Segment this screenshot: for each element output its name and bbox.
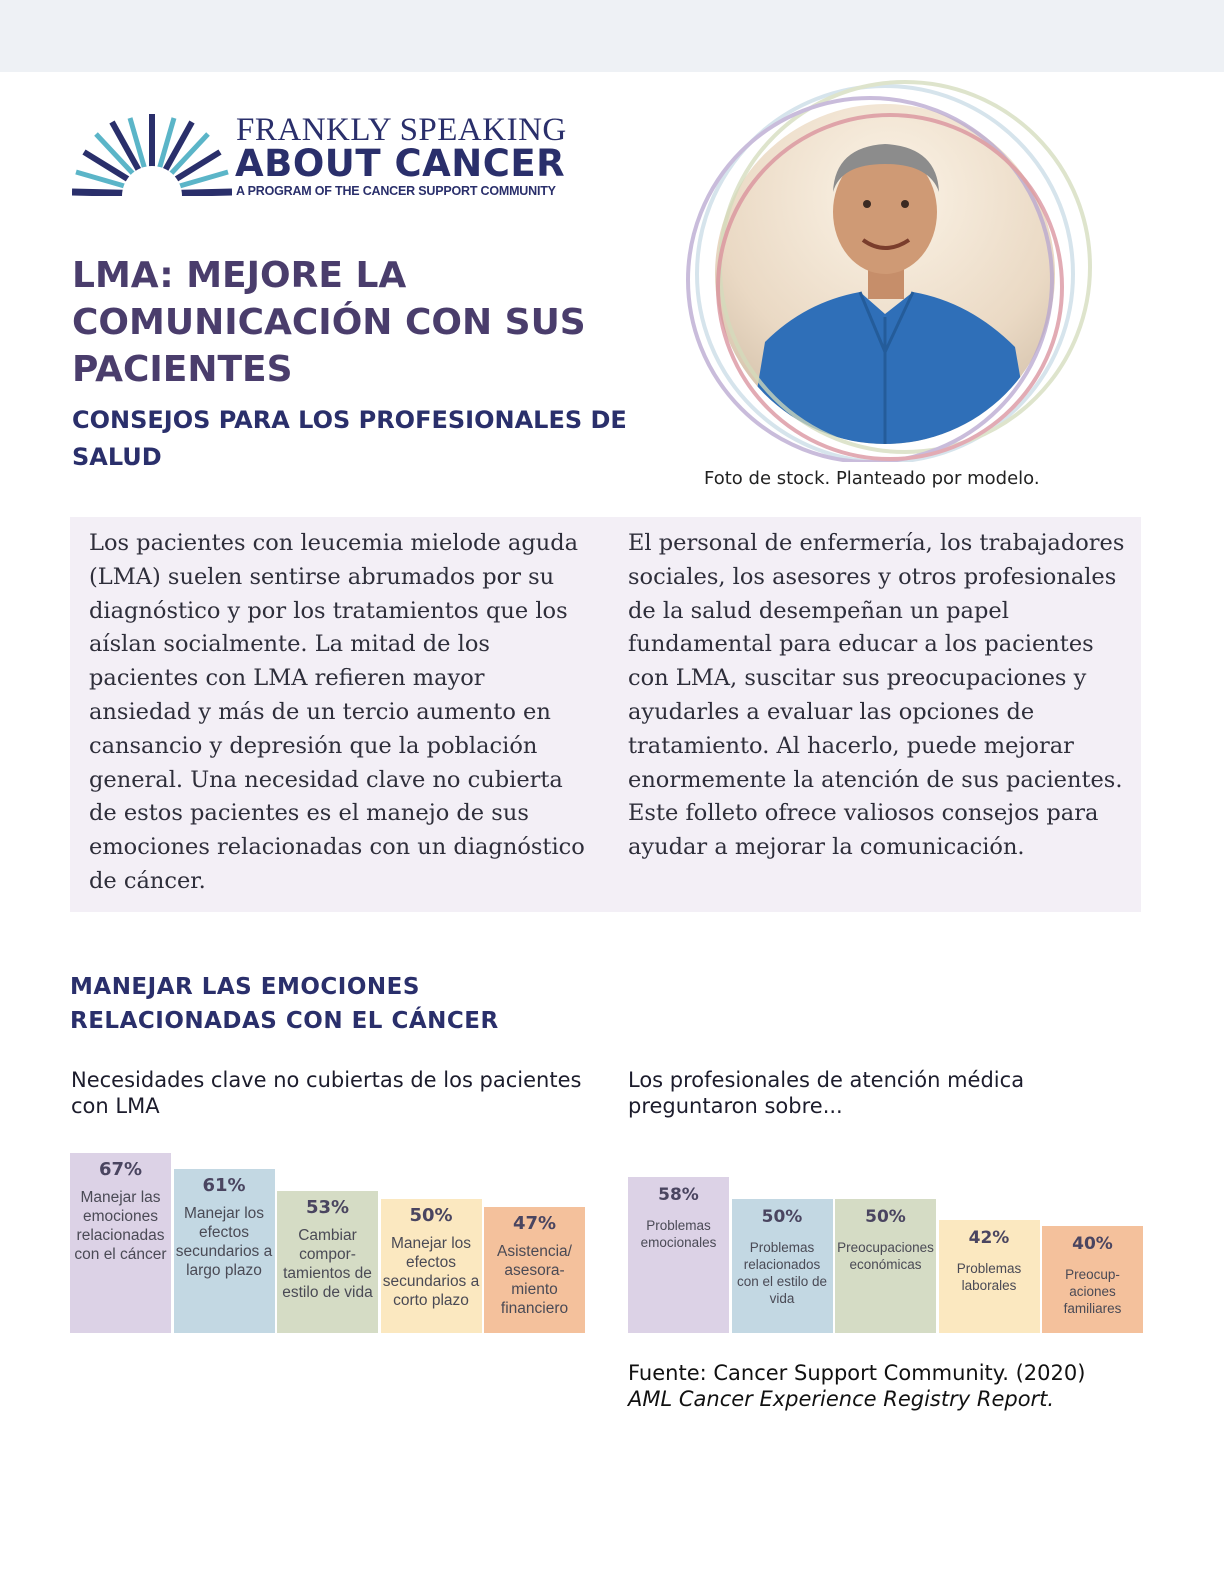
- bar-category-label: Problemas laborales: [956, 1261, 1022, 1293]
- source-line-2: AML Cancer Experience Registry Report.: [628, 1387, 1055, 1411]
- sunburst-icon: [72, 112, 232, 196]
- intro-box: [70, 517, 1141, 912]
- chart-bar: [835, 1199, 936, 1333]
- bar-value-label: 42%: [968, 1228, 1010, 1248]
- program-logo: [72, 112, 592, 202]
- bar-value-label: 61%: [202, 1175, 246, 1196]
- intro-column-1: Los pacientes con leucemia mielode aguda (LMA) suelen sentirse abrumados por su diagnóstico y por los tratamientos que los aíslan socialmente. La mitad de los pacientes con LMA refieren mayor ansiedad y más de un tercio aumento en cansancio y depresión que la población general. Una necesidad clave no cubierta de estos pacientes es el manejo de sus emociones relacionadas con un diagnóstico de cáncer.: [89, 530, 585, 894]
- bar-category-label: Problemas relacionados con el estilo de vida: [736, 1240, 828, 1306]
- bar-value-label: 40%: [1072, 1234, 1113, 1254]
- chart-bar: [1042, 1226, 1143, 1333]
- logo-line-1: FRANKLY SPEAKING: [236, 112, 567, 148]
- bar-category-label: Asistencia/ asesora-miento financiero: [497, 1243, 572, 1317]
- bar-category-label: Preocupaciones económicas: [837, 1240, 934, 1272]
- source-line-1: Fuente: Cancer Support Community. (2020): [628, 1361, 1086, 1385]
- chart-bar: [381, 1199, 482, 1333]
- bar-value-label: 50%: [761, 1207, 803, 1227]
- chart-2-title: Los profesionales de atención médica preguntaron sobre...: [628, 1068, 1025, 1118]
- bar-value-label: 58%: [658, 1185, 699, 1205]
- bar-value-label: 50%: [865, 1207, 906, 1227]
- bar-category-label: Cambiar compor-tamientos de estilo de vida: [282, 1227, 373, 1301]
- logo-tagline: A PROGRAM OF THE CANCER SUPPORT COMMUNITY: [236, 184, 556, 198]
- chart-bar: [732, 1199, 833, 1333]
- patient-photo: [685, 52, 1095, 462]
- bar-value-label: 50%: [409, 1205, 453, 1226]
- bar-category-label: Manejar los efectos secundarios a corto plazo: [382, 1235, 480, 1309]
- bar-category-label: Preocup-aciones familiares: [1063, 1267, 1122, 1316]
- section-heading: MANEJAR LAS EMOCIONES RELACIONADAS CON EL CÁNCER: [70, 974, 499, 1034]
- page-title: LMA: MEJORE LA COMUNICACIÓN CON SUS PACIENTES: [72, 255, 586, 390]
- bar-value-label: 53%: [305, 1197, 350, 1218]
- chart-bar: [628, 1177, 729, 1333]
- chart-bar: [277, 1191, 378, 1333]
- bar-category-label: Manejar las emociones relacionadas con el cáncer: [74, 1189, 167, 1263]
- chart-1-title: Necesidades clave no cubiertas de los pacientes con LMA: [71, 1068, 582, 1118]
- intro-column-2: El personal de enfermería, los trabajadores sociales, los asesores y otros profesionales de la salud desempeñan un papel fundamental para educar a los pacientes con LMA, suscitar sus preocupaciones y ayudarles a evaluar las opciones de tratamiento. Al hacerlo, puede mejorar enormemente la atención de sus pacientes. Este folleto ofrece valiosos consejos para ayudar a mejorar la comunicación.: [628, 530, 1125, 861]
- logo-line-2: ABOUT CANCER: [235, 142, 566, 185]
- chart-bar: [484, 1207, 585, 1333]
- bar-value-label: 47%: [512, 1213, 557, 1234]
- chart-bar: [939, 1220, 1040, 1333]
- bar-category-label: Manejar los efectos secundarios a largo plazo: [175, 1205, 273, 1279]
- chart-bar: [70, 1153, 171, 1333]
- bar-value-label: 67%: [98, 1159, 143, 1180]
- chart-bar: [174, 1169, 275, 1333]
- photo-caption: Foto de stock. Planteado por modelo.: [704, 468, 1040, 489]
- source-citation: [628, 1360, 1085, 1412]
- bar-category-label: Problemas emocionales: [640, 1218, 717, 1250]
- page-subtitle: CONSEJOS PARA LOS PROFESIONALES DE SALUD: [72, 406, 627, 471]
